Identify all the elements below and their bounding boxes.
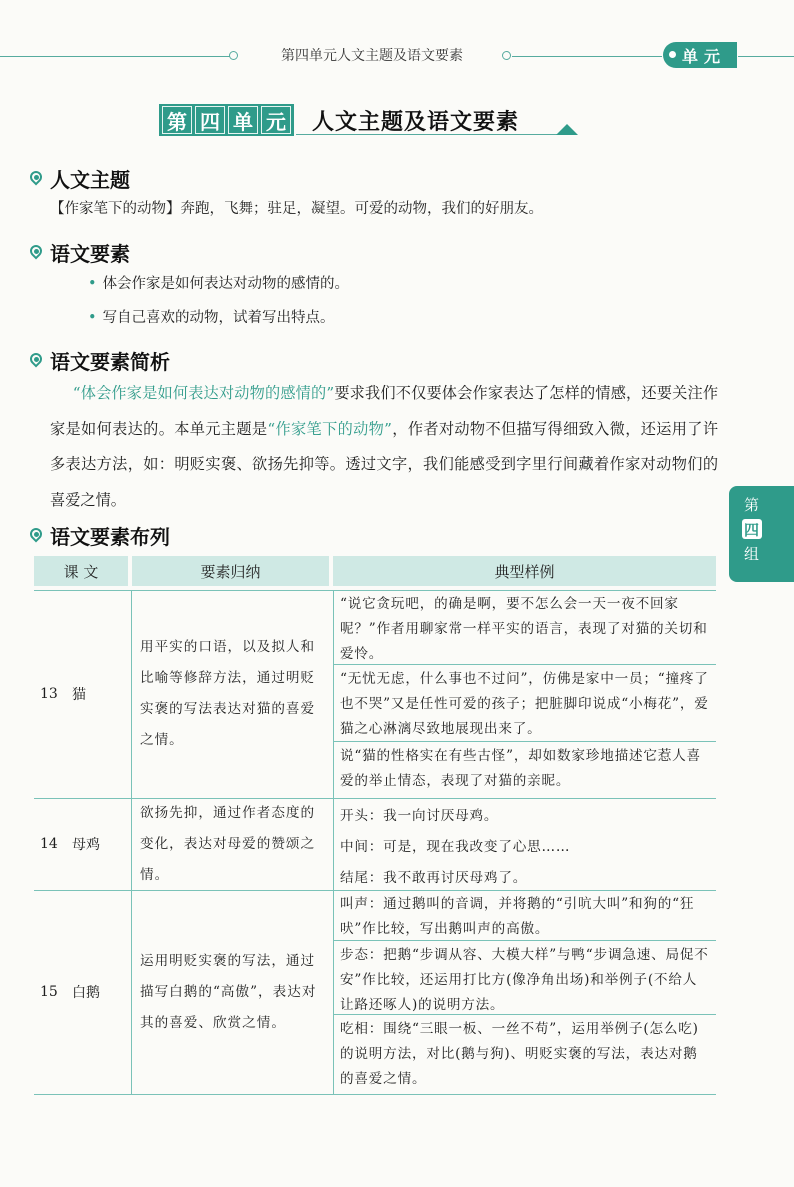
analysis-paragraph (50, 376, 718, 518)
example-item: “说它贪玩吧，的确是啊，要不怎么会一天一夜不回家呢？”作者用聊家常一样平实的语言，表现了对猫的关切和爱怜。 (340, 596, 708, 662)
header-dot-right (502, 51, 511, 60)
unit-char: 元 (261, 106, 291, 134)
summary-cell: 欲扬先抑，通过作者态度的变化，表达对母爱的赞颂之情。 (131, 798, 334, 890)
example-item: “无忧无虑，什么事也不过问”，仿佛是家中一员；“撞疼了也不哭”又是任性可爱的孩子；把脏脚印说成“小梅花”，爱猫之心淋漓尽致地展现出来了。 (334, 664, 716, 741)
side-tab-char: 组 (743, 545, 759, 563)
section-title: 人文主题 (50, 168, 130, 192)
analysis-text: ，作者对动物不但描写得细致入微，还运用了许多表达方法，如：明贬实褒、欲扬先抑等。透过文字，我们能感受到字里行间藏着作家对动物们的喜爱之情。 (50, 419, 719, 509)
unit-badge-label: 单元 (681, 46, 726, 66)
element-bullet-text: 写自己喜欢的动物，试着写出特点。 (102, 310, 335, 326)
header-rule-far-right (738, 56, 794, 57)
example-item: 开头：我一向讨厌母鸡。 (340, 808, 499, 824)
table-header-cell: 要素归纳 (132, 556, 329, 586)
badge-dot-icon (669, 51, 676, 58)
section-title: 语文要素布列 (50, 525, 170, 549)
unit-badge (663, 42, 737, 68)
summary-cell: 用平实的口语，以及拟人和比喻等修辞方法，通过明贬实褒的写法表达对猫的喜爱之情。 (131, 590, 334, 798)
humanistic-theme-text: 【作家笔下的动物】奔跑，飞舞；驻足，凝望。可爱的动物，我们的好朋友。 (50, 201, 543, 217)
unit-number-box (159, 104, 294, 136)
side-tab-char: 四 (742, 519, 762, 539)
summary-cell: 运用明贬实褒的写法，通过描写白鹅的“高傲”，表达对其的喜爱、欣赏之情。 (131, 890, 334, 1094)
lesson-cell (34, 798, 131, 890)
element-bullet-text: 体会作家是如何表达对动物的感情的。 (102, 276, 350, 292)
analysis-text: 要求我们不仅要体会作家表达了怎样的情感，还要关注作家是如何表达的。本单元主题是 (50, 384, 719, 438)
examples-cell (334, 890, 716, 1094)
section-title: 语文要素 (50, 242, 130, 266)
lesson-name: 白鹅 (72, 985, 100, 1001)
bullet-dot-icon: • (88, 310, 97, 326)
section-analysis-heading (28, 346, 170, 375)
lesson-number: 14 (40, 836, 58, 852)
table-header-cell: 典型样例 (333, 556, 716, 586)
example-item: 叫声：通过鹅叫的音调，并将鹅的“引吭大叫”和狗的“狂吠”作比较，写出鹅叫声的高傲。 (340, 896, 695, 937)
section-humanistic-heading (28, 164, 130, 193)
unit-char: 单 (228, 106, 258, 134)
running-header-title: 第四单元人文主题及语文要素 (281, 48, 463, 64)
example-item: 结尾：我不敢再讨厌母鸡了。 (340, 870, 528, 886)
example-item: 中间：可是，现在我改变了心思…… (340, 839, 571, 855)
elements-table (34, 556, 716, 1087)
examples-cell (334, 798, 716, 890)
element-bullet (88, 308, 335, 328)
section-layout-heading (28, 521, 170, 550)
section-elements-heading (28, 238, 130, 267)
table-row (34, 590, 716, 799)
examples-cell (334, 590, 716, 798)
lesson-name: 猫 (72, 687, 86, 703)
section-title: 语文要素简析 (50, 350, 170, 374)
example-item: 说“猫的性格实在有些古怪”，却如数家珍地描述它惹人喜爱的举止情态，表现了对猫的亲昵。 (334, 741, 716, 798)
lesson-cell (34, 890, 131, 1094)
location-pin-icon (28, 527, 46, 545)
title-triangle-icon (556, 124, 578, 135)
table-row (34, 798, 716, 891)
side-tab-char: 第 (743, 496, 759, 514)
unit-char: 四 (195, 106, 225, 134)
lesson-number: 15 (40, 984, 58, 1000)
location-pin-icon (28, 170, 46, 188)
lesson-number: 13 (40, 686, 58, 702)
analysis-highlight: “体会作家是如何表达对动物的感情的” (72, 384, 335, 402)
unit-char: 第 (162, 106, 192, 134)
table-top-rule (34, 590, 716, 591)
header-rule-right (512, 56, 662, 57)
side-tab-group (729, 486, 794, 582)
example-item: 步态：把鹅“步调从容、大模大样”与鸭“步调急速、局促不安”作比较，还运用打比方(像净角出场)和举例子(不给人让路还啄人)的说明方法。 (334, 940, 716, 1014)
lesson-cell (34, 590, 131, 798)
page-title-text: 人文主题及语文要素 (312, 108, 520, 135)
table-row (34, 890, 716, 1095)
element-bullet (88, 274, 349, 294)
header-dot-left (229, 51, 238, 60)
title-underline (296, 134, 566, 135)
example-item: 吃相：围绕“三眼一板、一丝不苟”，运用举例子(怎么吃)的说明方法，对比(鹅与狗)、明贬实褒的写法，表达对鹅的喜爱之情。 (334, 1014, 716, 1094)
lesson-name: 母鸡 (72, 837, 100, 853)
bullet-dot-icon: • (88, 276, 97, 292)
location-pin-icon (28, 352, 46, 370)
page-title (159, 104, 519, 136)
analysis-highlight: “作家笔下的动物” (267, 419, 392, 438)
header-rule-left (0, 56, 232, 57)
table-header (34, 556, 716, 586)
location-pin-icon (28, 244, 46, 262)
table-header-cell: 课 文 (34, 556, 128, 586)
